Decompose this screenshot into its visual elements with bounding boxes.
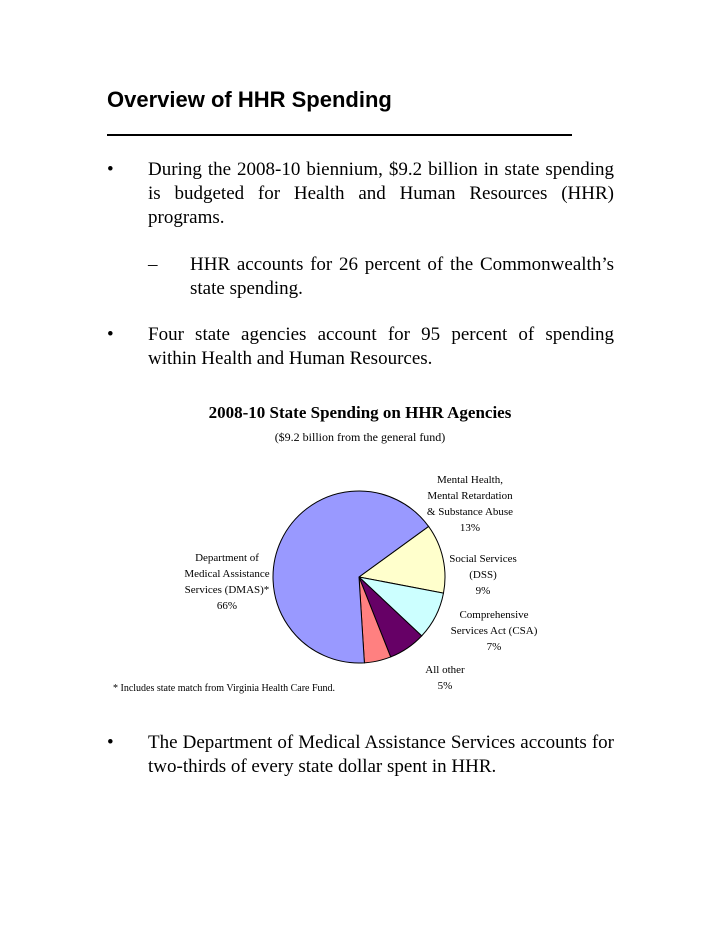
bullet-marker: • xyxy=(107,159,114,180)
slice-label-line: Mental Health, xyxy=(437,474,503,486)
slice-label-csa xyxy=(432,607,556,655)
bullet-text-agencies: Four state agencies account for 95 percent of spending within Health and Human Resources. xyxy=(148,324,614,369)
slice-label-line: Services (DMAS)* xyxy=(184,584,270,596)
slice-percent: 13% xyxy=(459,522,481,534)
chart-subtitle: ($9.2 billion from the general fund) xyxy=(274,430,446,444)
page-title: Overview of HHR Spending xyxy=(107,87,392,112)
slice-label-all-other xyxy=(405,662,485,694)
sub-bullet-marker: – xyxy=(148,254,158,275)
slice-label-line: & Substance Abuse xyxy=(426,506,514,518)
slice-label-line: (DSS) xyxy=(469,569,497,581)
slice-percent: 9% xyxy=(475,585,491,597)
slice-label-line: Department of xyxy=(195,552,259,564)
sub-bullet-text-share: HHR accounts for 26 percent of the Commonwealth’s state spending. xyxy=(190,254,614,299)
slice-percent: 5% xyxy=(437,680,453,692)
slice-label-line: Services Act (CSA) xyxy=(450,625,538,637)
chart-footnote: * Includes state match from Virginia Health Care Fund. xyxy=(113,683,336,694)
slice-label-line: All other xyxy=(425,664,465,676)
bullet-marker: • xyxy=(107,732,114,753)
chart-title: 2008-10 State Spending on HHR Agencies xyxy=(208,403,512,422)
slice-label-mental-health xyxy=(400,472,540,536)
slice-label-line: Social Services xyxy=(449,553,517,565)
bullet-text-dmas: The Department of Medical Assistance Services accounts for two-thirds of every state dollar spent in HHR. xyxy=(148,732,614,777)
slice-label-line: Mental Retardation xyxy=(427,490,513,502)
slice-label-social-services xyxy=(425,551,541,599)
slice-label-dmas xyxy=(165,550,289,614)
bullet-text-budget: During the 2008-10 biennium, $9.2 billion in state spending is budgeted for Health and Human Resources (HHR) programs. xyxy=(148,159,614,228)
slice-label-line: Medical Assistance xyxy=(184,568,270,580)
bullet-marker: • xyxy=(107,324,114,345)
slice-percent: 7% xyxy=(486,641,502,653)
slice-label-line: Comprehensive xyxy=(459,609,529,621)
slice-percent: 66% xyxy=(216,600,238,612)
